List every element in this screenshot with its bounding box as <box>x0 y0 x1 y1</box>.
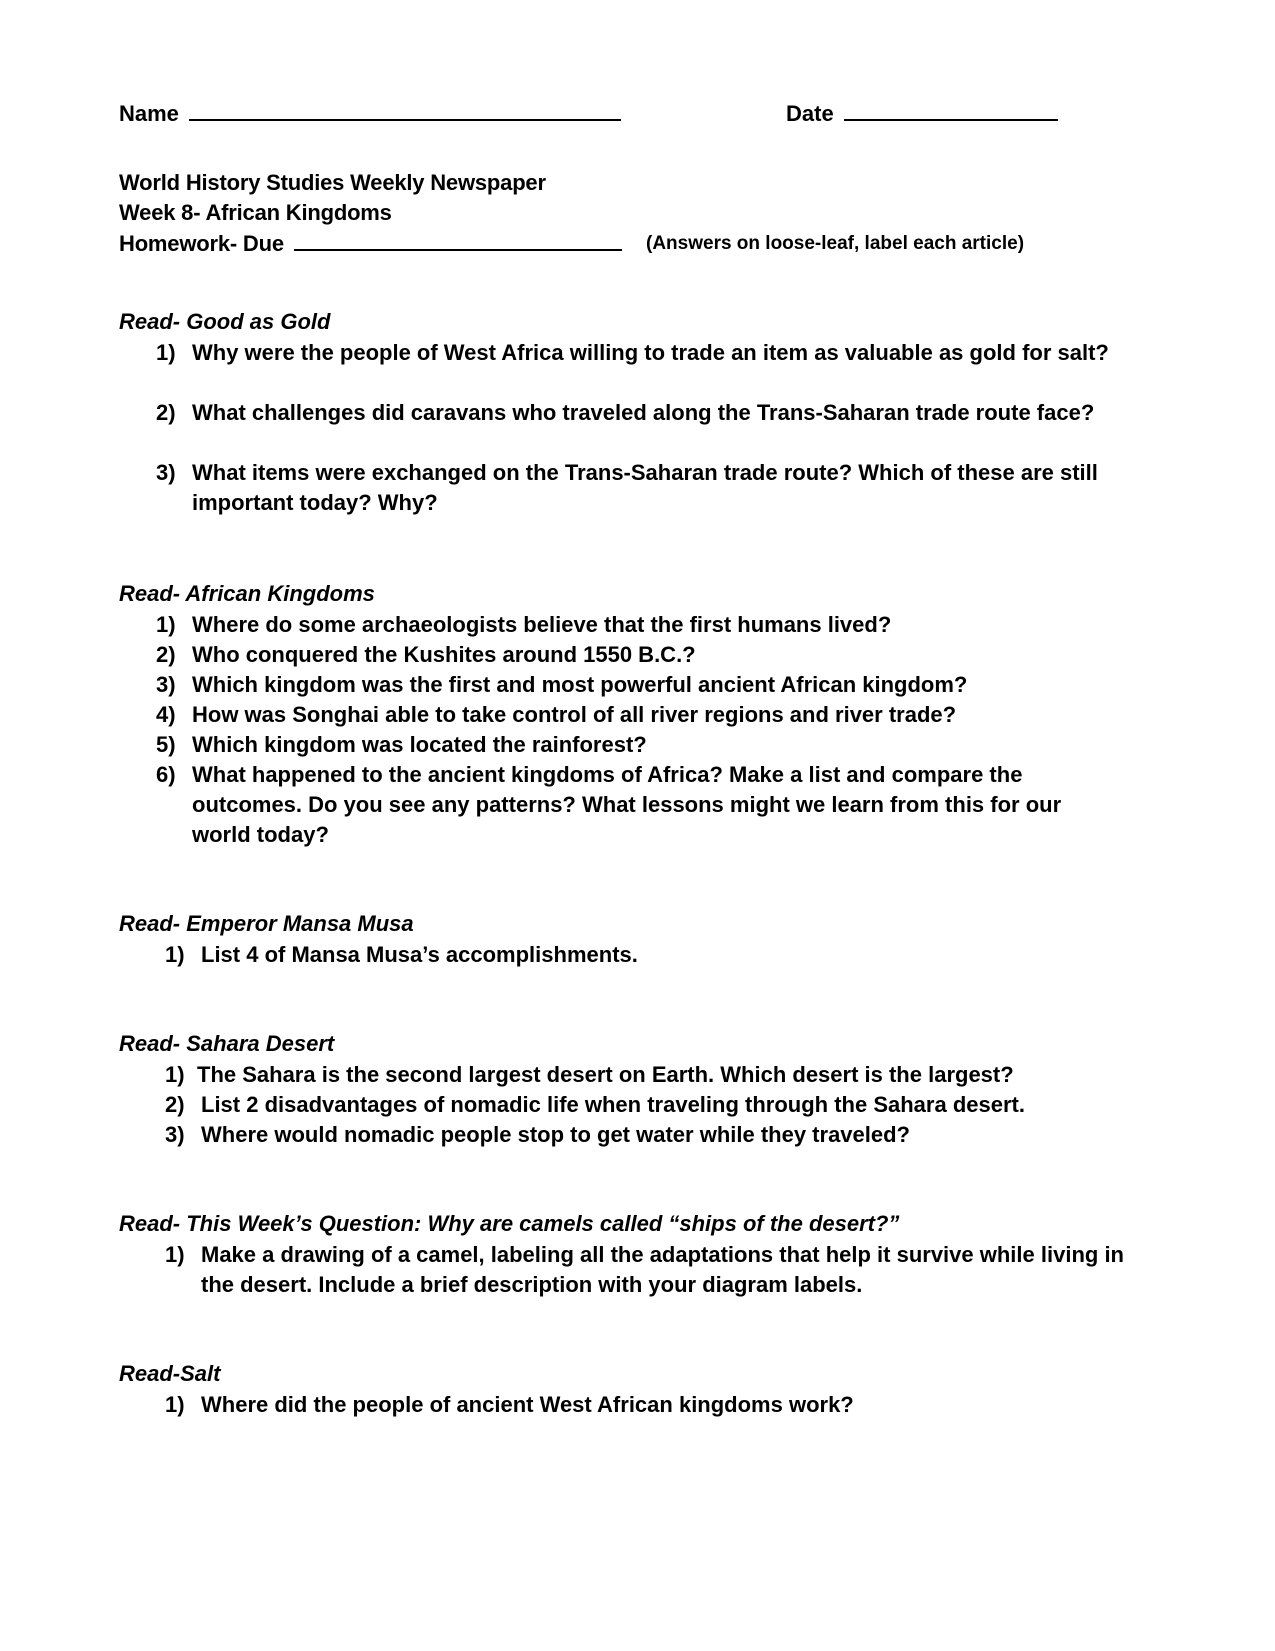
question-text: What challenges did caravans who traveled along the Trans-Saharan trade route face? <box>192 400 1095 425</box>
question-text: List 2 disadvantages of nomadic life when traveling through the Sahara desert. <box>201 1092 1025 1117</box>
section-title: Read- African Kingdoms <box>119 581 375 606</box>
question-item <box>156 670 1116 700</box>
homework-due-field <box>119 231 622 257</box>
question-item <box>156 760 1116 850</box>
question-number: 1) <box>156 340 176 365</box>
question-number: 3) <box>165 1122 185 1147</box>
answers-note: (Answers on loose-leaf, label each article) <box>646 233 1025 254</box>
section-title: Read-Salt <box>119 1361 221 1386</box>
question-number: 6) <box>156 762 176 787</box>
question-text: The Sahara is the second largest desert on Earth. Which desert is the largest? <box>197 1062 1014 1087</box>
newspaper-title: World History Studies Weekly Newspaper <box>119 170 546 195</box>
question-item <box>156 730 1116 760</box>
question-number: 1) <box>165 1392 185 1417</box>
name-field <box>119 101 621 127</box>
question-item <box>156 610 1116 640</box>
question-item <box>156 700 1116 730</box>
question-number: 5) <box>156 732 176 757</box>
question-item <box>156 458 1116 518</box>
question-number: 1) <box>165 942 185 967</box>
question-text: Where did the people of ancient West African kingdoms work? <box>201 1392 854 1417</box>
question-number: 3) <box>156 672 176 697</box>
question-number: 2) <box>165 1092 185 1117</box>
question-item <box>156 338 1116 368</box>
question-item <box>165 1060 1125 1090</box>
question-number: 4) <box>156 702 176 727</box>
question-text: Who conquered the Kushites around 1550 B.C.? <box>192 642 696 667</box>
due-date-blank-line <box>294 231 622 251</box>
question-item <box>156 640 1116 670</box>
question-text: Why were the people of West Africa willing to trade an item as valuable as gold for salt? <box>192 340 1109 365</box>
section-title: Read- This Week’s Question: Why are camels called “ships of the desert?” <box>119 1211 900 1236</box>
section-title: Read- Sahara Desert <box>119 1031 335 1056</box>
week-title: Week 8- African Kingdoms <box>119 200 392 225</box>
question-item <box>165 1120 1125 1150</box>
homework-due-label: Homework- Due <box>119 231 284 256</box>
question-text: Make a drawing of a camel, labeling all the adaptations that help it survive while living in the desert. Include a brief description with your diagram labels. <box>201 1242 1124 1297</box>
question-number: 1) <box>165 1242 185 1267</box>
question-text: Which kingdom was located the rainforest? <box>192 732 647 757</box>
question-number: 1) <box>165 1062 185 1087</box>
question-item <box>156 398 1116 428</box>
question-text: List 4 of Mansa Musa’s accomplishments. <box>201 942 638 967</box>
question-number: 3) <box>156 460 176 485</box>
question-text: How was Songhai able to take control of all river regions and river trade? <box>192 702 957 727</box>
section-title: Read- Good as Gold <box>119 309 331 334</box>
question-item <box>165 1240 1150 1300</box>
name-blank-line <box>189 101 621 121</box>
question-text: Where would nomadic people stop to get water while they traveled? <box>201 1122 910 1147</box>
question-item <box>165 1390 1125 1420</box>
question-text: Where do some archaeologists believe that the first humans lived? <box>192 612 892 637</box>
question-text: What happened to the ancient kingdoms of Africa? Make a list and compare the outcomes. Do you see any patterns? What lessons might we learn from this for our world today? <box>192 762 1062 847</box>
question-number: 2) <box>156 400 176 425</box>
question-number: 2) <box>156 642 176 667</box>
name-label: Name <box>119 101 179 126</box>
question-item <box>165 1090 1125 1120</box>
question-text: What items were exchanged on the Trans-Saharan trade route? Which of these are still important today? Why? <box>192 460 1098 515</box>
section-title: Read- Emperor Mansa Musa <box>119 911 414 936</box>
date-blank-line <box>844 101 1058 121</box>
question-item <box>165 940 1125 970</box>
question-number: 1) <box>156 612 176 637</box>
date-label: Date <box>786 101 834 126</box>
question-text: Which kingdom was the first and most powerful ancient African kingdom? <box>192 672 968 697</box>
date-field <box>786 101 1058 127</box>
